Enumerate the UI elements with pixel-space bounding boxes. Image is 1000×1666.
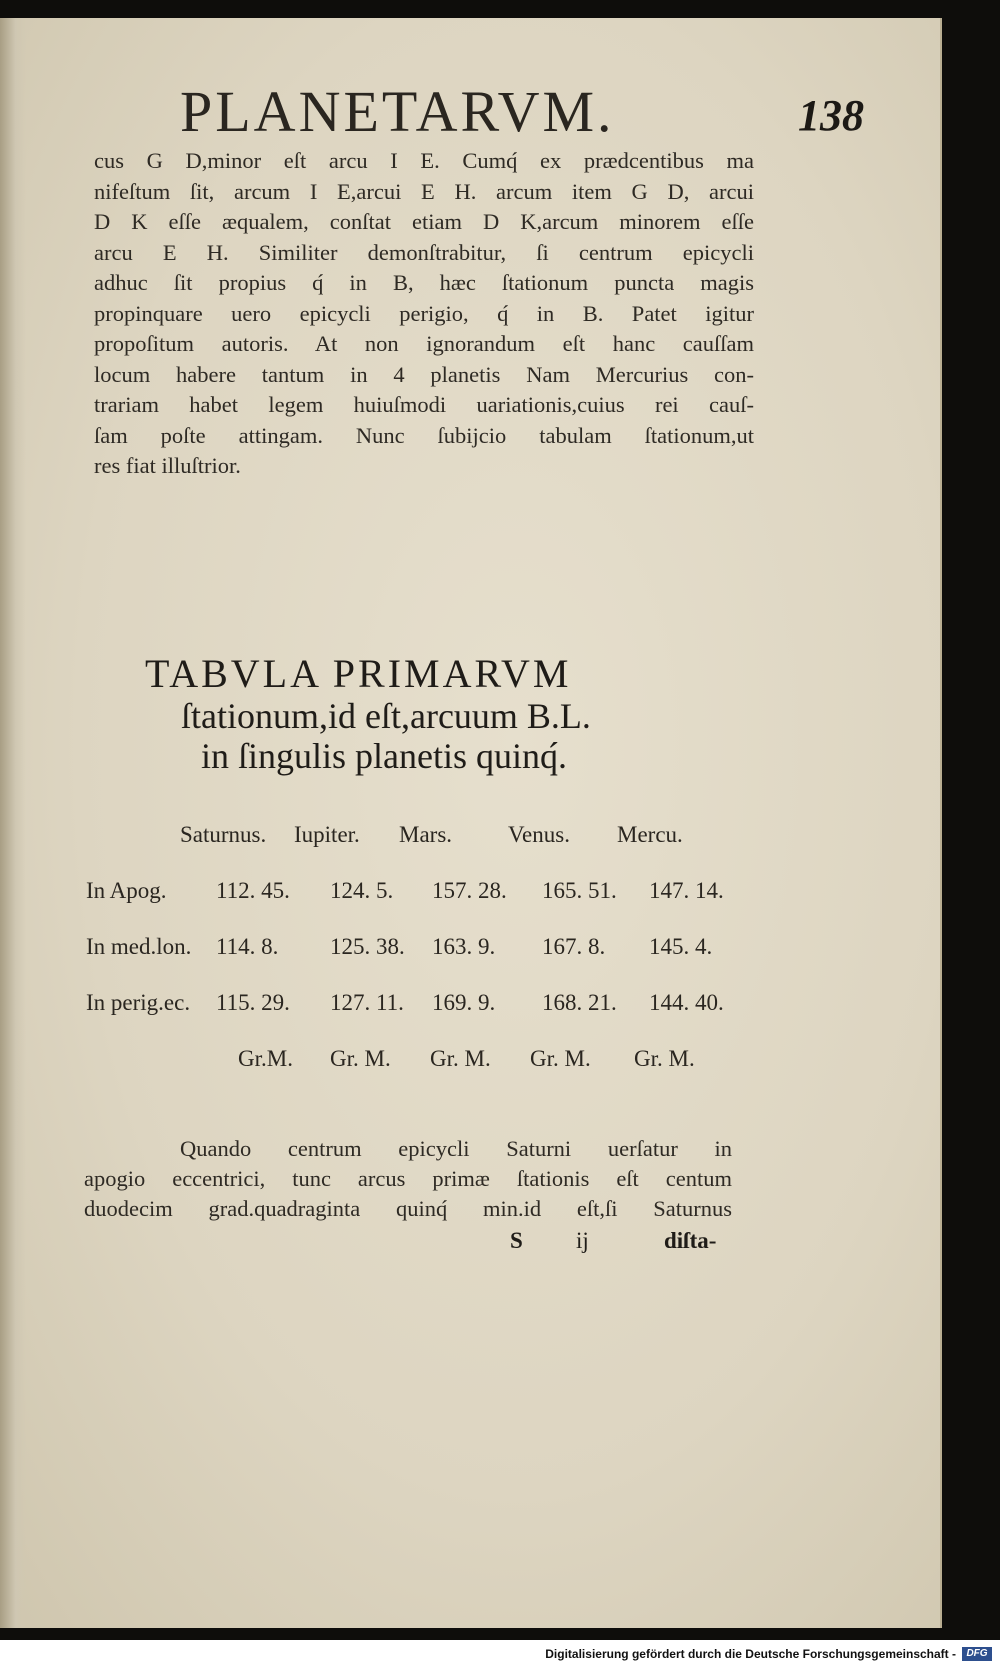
unit-label: Gr. M. bbox=[430, 1046, 491, 1071]
body-line: adhuc ſit propius q́ in B, hæc ſtationum puncta magis bbox=[94, 270, 754, 295]
table-cell: 115. 29. bbox=[216, 990, 290, 1015]
table-cell: 147. 14. bbox=[649, 878, 724, 903]
table-row bbox=[86, 990, 746, 1046]
stations-table bbox=[86, 822, 746, 1102]
table-cell: 144. 40. bbox=[649, 990, 724, 1015]
table-cell: 167. 8. bbox=[542, 934, 606, 959]
unit-label: Gr. M. bbox=[330, 1046, 391, 1071]
signature-mark: S bbox=[510, 1228, 523, 1253]
catchword: diſta- bbox=[664, 1228, 717, 1253]
body-line: Quando centrum epicycli Saturni uerſatur in bbox=[180, 1136, 732, 1161]
body-paragraph bbox=[94, 146, 754, 482]
table-cell: 112. 45. bbox=[216, 878, 290, 903]
signature-number: ij bbox=[576, 1228, 589, 1253]
table-cell: 163. 9. bbox=[432, 934, 496, 959]
table-row bbox=[86, 878, 746, 934]
footer-bar bbox=[0, 1640, 1000, 1666]
running-title: PLANETARVM. bbox=[180, 79, 615, 144]
body-line: locum habere tantum in 4 planetis Nam Mercurius con- bbox=[94, 361, 754, 387]
column-header-iupiter: Iupiter. bbox=[294, 822, 360, 847]
table-row bbox=[86, 934, 746, 990]
column-header-mars: Mars. bbox=[399, 822, 453, 847]
table-cell: 125. 38. bbox=[330, 934, 405, 959]
unit-label: Gr. M. bbox=[530, 1046, 591, 1071]
table-cell: 165. 51. bbox=[542, 878, 617, 903]
closing-paragraph bbox=[84, 1134, 732, 1224]
page-number: 138 bbox=[798, 91, 864, 140]
body-line: ſam poſte attingam. Nunc ſubijcio tabulam ſtationum,ut bbox=[94, 422, 754, 448]
funding-credit: Digitalisierung gefördert durch die Deutsche Forschungsgemeinschaft - bbox=[545, 1647, 956, 1661]
table-heading-line-3: in ſingulis planetis quinq́. bbox=[201, 736, 567, 776]
body-line: propinquare uero epicycli perigio, q́ in B. Patet igitur bbox=[94, 300, 754, 326]
body-line: D K eſſe æqualem, conſtat etiam D K,arcum minorem eſſe bbox=[94, 209, 754, 234]
table-heading-line-2: ſtationum,id eſt,arcuum B.L. bbox=[181, 696, 591, 736]
unit-label: Gr.M. bbox=[238, 1046, 293, 1071]
column-header-saturnus: Saturnus. bbox=[180, 822, 267, 847]
page-spine-shadow bbox=[0, 18, 26, 1628]
table-cell: 114. 8. bbox=[216, 934, 279, 959]
table-cell: 157. 28. bbox=[432, 878, 507, 903]
column-header-mercurius: Mercu. bbox=[617, 822, 683, 847]
body-line: apogio eccentrici, tunc arcus primæ ſtationis eſt centum bbox=[84, 1166, 732, 1191]
table-cell: 127. 11. bbox=[330, 990, 404, 1015]
table-heading-line-1: TABVLA PRIMARVM bbox=[145, 651, 572, 696]
table-cell: 169. 9. bbox=[432, 990, 496, 1015]
body-line: cus G D,minor eſt arcu I E. Cumq́ ex prædcentibus ma bbox=[94, 148, 754, 173]
row-label: In med.lon. bbox=[86, 934, 192, 959]
table-heading bbox=[145, 652, 685, 776]
units-row bbox=[86, 1046, 746, 1102]
table-header-row bbox=[86, 822, 746, 878]
dfg-logo-icon: DFG bbox=[962, 1647, 992, 1661]
body-line: duodecim grad.quadraginta quinq́ min.id eſt,ſi Saturnus bbox=[84, 1196, 732, 1221]
body-line: trariam habet legem huiuſmodi uariationis,cuius rei cauſ- bbox=[94, 392, 754, 417]
table-cell: 168. 21. bbox=[542, 990, 617, 1015]
body-line: res fiat illuſtrior. bbox=[94, 453, 241, 478]
table-cell: 145. 4. bbox=[649, 934, 713, 959]
column-header-venus: Venus. bbox=[508, 822, 570, 847]
body-line: nifeſtum ſit, arcum I E,arcui E H. arcum item G D, arcui bbox=[94, 178, 754, 204]
table-cell: 124. 5. bbox=[330, 878, 394, 903]
row-label: In Apog. bbox=[86, 878, 167, 903]
row-label: In perig.ec. bbox=[86, 990, 191, 1015]
body-line: propoſitum autoris. At non ignorandum eſt hanc cauſſam bbox=[94, 331, 754, 356]
unit-label: Gr. M. bbox=[634, 1046, 695, 1071]
body-line: arcu E H. Similiter demonſtrabitur, ſi centrum epicycli bbox=[94, 239, 754, 265]
